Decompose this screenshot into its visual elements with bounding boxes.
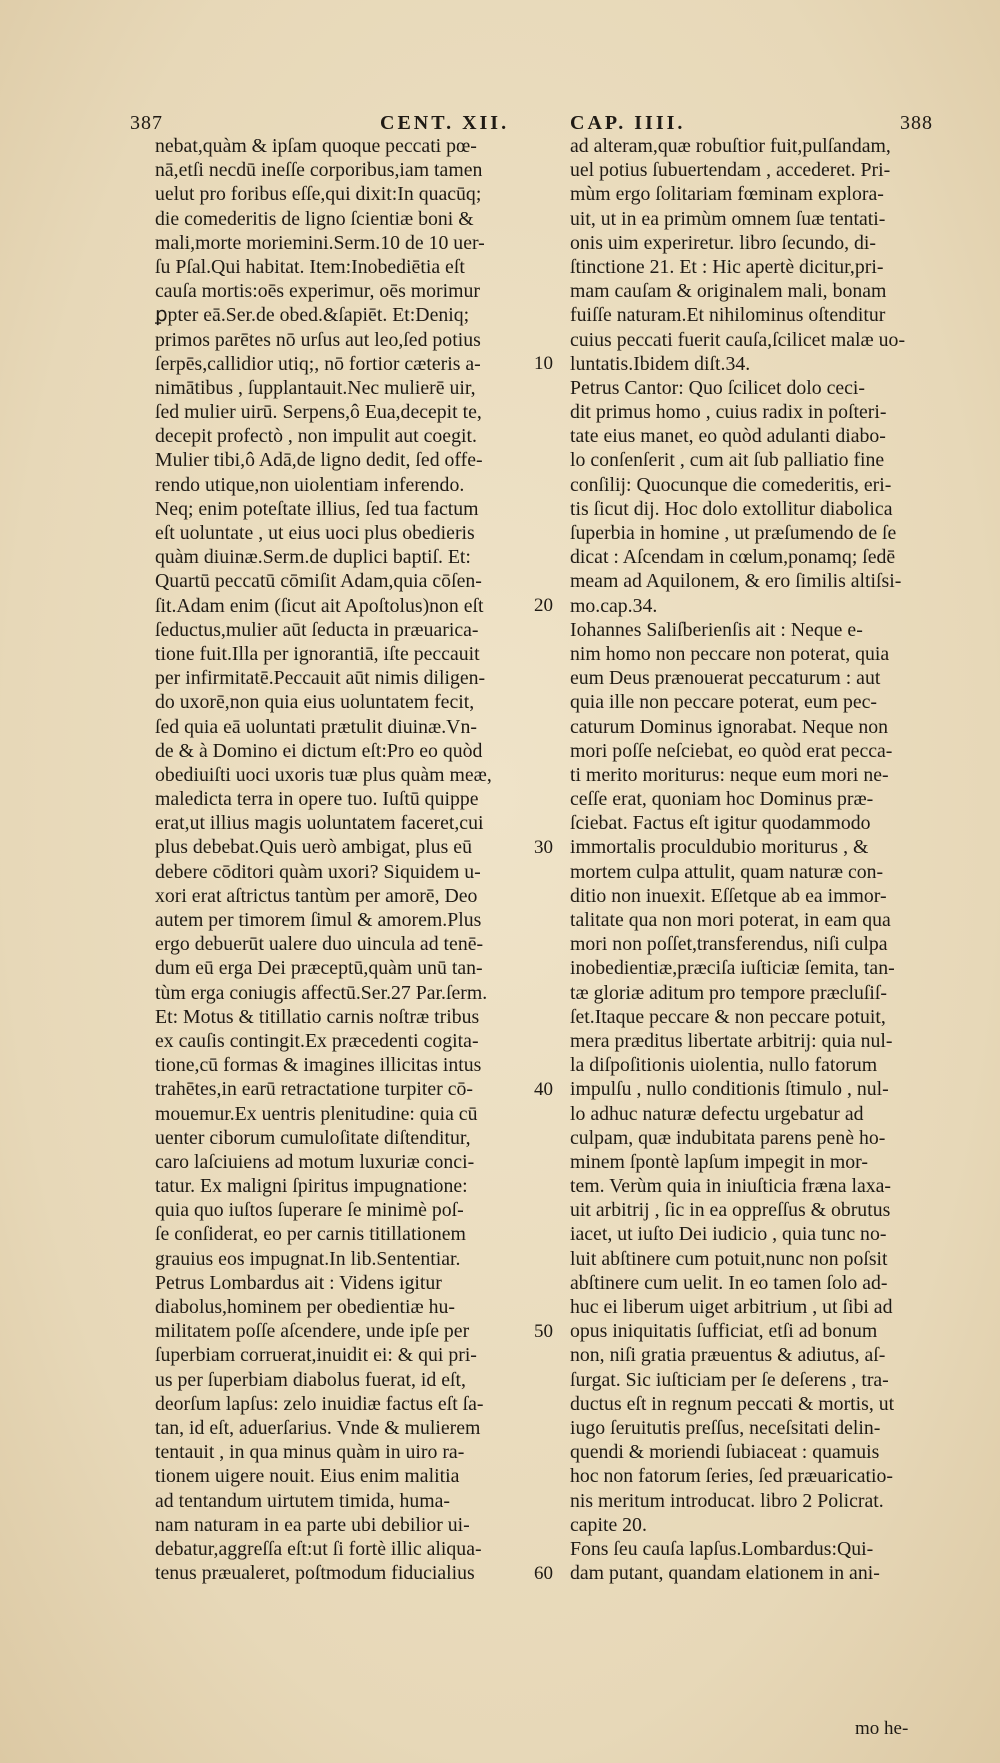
text-line: quia ille non peccare poterat, eum pec- — [570, 691, 878, 714]
text-line: mera præditus libertate arbitrij: quia nul- — [570, 1029, 893, 1052]
text-line: tate eius manet, eo quòd adulanti diabo- — [570, 425, 886, 448]
text-line: nam naturam in ea parte ubi debilior ui- — [155, 1513, 470, 1536]
text-line: ꝑpter eā.Ser.de obed.&ſapiēt. Et:Deniq; — [155, 304, 470, 327]
text-line: opus iniquitatis ſufficiat, etſi ad bonum — [570, 1320, 878, 1343]
left-page-number: 387 — [130, 112, 163, 134]
text-line: de & à Domino ei dictum eſt:Pro eo quòd — [155, 739, 483, 762]
text-line: quia quo iuſtos ſuperare ſe minimè poſ- — [155, 1199, 464, 1222]
margin-line-number: 50 — [534, 1320, 553, 1342]
text-line: ſurgat. Sic iuſticiam per ſe deſerens , tra- — [570, 1368, 889, 1391]
text-line: debere cōditori quàm uxori? Siquidem u- — [155, 860, 481, 883]
running-head-chapter: CAP. IIII. — [570, 112, 686, 134]
text-line: nebat,quàm & ipſam quoque peccati pœ- — [155, 135, 477, 157]
text-line: ad alteram,quæ robuſtior fuit,pulſandam, — [570, 135, 891, 157]
text-line: mo.cap.34. — [570, 594, 658, 617]
text-line: decepit profectò , non impulit aut coegit. — [155, 425, 477, 448]
text-line: luntatis.Ibidem diſt.34. — [570, 352, 751, 375]
text-line: obediuiſti uoci uxoris tuæ plus quàm meæ, — [155, 763, 492, 786]
text-line: hoc non fatorum ſeries, ſed præuaricatio- — [570, 1465, 893, 1488]
text-line: diabolus,hominem per obedientiæ hu- — [155, 1296, 455, 1318]
text-line: per infirmitatē.Peccauit aūt nimis diligen- — [155, 667, 486, 690]
text-line: quàm diuinæ.Serm.de duplici baptiſ. Et: — [155, 546, 471, 569]
text-line: tan, id eſt, aduerſarius. Vnde & mulierem — [155, 1416, 481, 1439]
right-page-number: 388 — [900, 112, 933, 134]
text-line: uit arbitrij , ſic in ea oppreſſus & obrutus — [570, 1199, 891, 1222]
text-line: tem. Verùm quia in iniuſticia fræna laxa- — [570, 1175, 891, 1198]
text-line: die comederitis de ligno ſcientiæ boni & — [155, 207, 474, 230]
text-line: nimātibus , ſupplantauit.Nec mulierē uir, — [155, 376, 476, 399]
text-line: trahētes,in earū retractatione turpiter cō- — [155, 1078, 473, 1101]
text-line: eſt uoluntate , ut eius uoci plus obedieris — [155, 522, 475, 544]
text-line: eum Deus prænouerat peccaturum : aut — [570, 667, 881, 690]
text-line: culpam, quæ indubitata parens penè ho- — [570, 1126, 886, 1149]
text-line: ſed quia eā uoluntati prætulit diuinæ.Vn- — [155, 715, 477, 738]
text-line: debatur,aggreſſa eſt:ut ſi fortè illic aliqua- — [155, 1537, 482, 1560]
text-line: mùm ergo ſolitariam fœminam explora- — [570, 183, 884, 206]
margin-line-number: 60 — [534, 1562, 553, 1584]
text-line: ductus eſt in regnum peccati & mortis, ut — [570, 1392, 895, 1415]
margin-line-number: 20 — [534, 594, 553, 616]
text-line: lo adhuc naturæ defectu urgebatur ad — [570, 1102, 864, 1125]
text-line: Mulier tibi,ô Adā,de ligno dedit, ſed offe- — [155, 449, 483, 472]
text-line: lo conſenſerit , cum ait ſub palliatio fine — [570, 449, 885, 472]
text-line: Petrus Lombardus ait : Videns igitur — [155, 1271, 442, 1294]
text-line: iugo ſeruitutis preſſus, neceſsitati delin- — [570, 1416, 881, 1439]
text-line: ceſſe erat, quoniam hoc Dominus præ- — [570, 788, 874, 811]
text-line: ſciebat. Factus eſt igitur quodammodo — [570, 812, 871, 835]
text-line: ſtinctione 21. Et : Hic apertè dicitur,pri- — [570, 255, 884, 278]
text-line: mali,morte moriemini.Serm.10 de 10 uer- — [155, 231, 485, 254]
margin-line-number: 30 — [534, 836, 553, 858]
text-line: cuius peccati fuerit cauſa,ſcilicet malæ uo- — [570, 328, 906, 351]
text-line: Neq; enim poteſtate illius, ſed tua factum — [155, 497, 479, 520]
text-line: Petrus Cantor: Quo ſcilicet dolo ceci- — [570, 376, 865, 399]
text-line: us per ſuperbiam diabolus fuerat, id eſt, — [155, 1368, 466, 1391]
margin-line-number: 10 — [534, 352, 553, 374]
text-line: tæ gloriæ aditum pro tempore præcluſiſ- — [570, 981, 888, 1004]
text-line: Fons ſeu cauſa lapſus.Lombardus:Qui- — [570, 1537, 874, 1560]
text-line: mam cauſam & originalem mali, bonam — [570, 280, 887, 303]
text-line: ſe conſiderat, eo per carnis titillationem — [155, 1223, 466, 1246]
text-line: ſu Pſal.Qui habitat. Item:Inobediētia eſt — [155, 255, 465, 278]
text-line: fuiſſe naturam.Et nihilominus oſtenditur — [570, 304, 886, 327]
text-line: cauſa mortis:oēs experimur, oēs morimur — [155, 280, 480, 303]
text-line: talitate qua non mori poterat, in eam qua — [570, 909, 891, 931]
text-line: tionem uigere nouit. Eius enim malitia — [155, 1465, 460, 1488]
text-line: uelut pro foribus eſſe,qui dixit:In quacūq; — [155, 183, 482, 206]
text-line: iacet, ut iuſto Dei iudicio , quia tunc no- — [570, 1223, 887, 1246]
text-line: caturum Dominus ignorabat. Neque non — [570, 715, 889, 738]
text-line: quendi & moriendi ſubiaceat : quamuis — [570, 1441, 880, 1464]
text-line: meam ad Aquilonem, & ero ſimilis altiſsi- — [570, 570, 902, 593]
text-line: conſilij: Quocunque die comederitis, eri- — [570, 473, 892, 496]
text-line: Iohannes Saliſberienſis ait : Neque e- — [570, 618, 863, 641]
text-line: tis ſicut dij. Hoc dolo extollitur diabolica — [570, 497, 893, 520]
text-line: deorſum lapſus: zelo inuidiæ factus eſt ſa- — [155, 1392, 484, 1415]
text-line: uit, ut in ea primùm omnem ſuæ tentati- — [570, 207, 886, 230]
text-line: dam putant, quandam elationem in ani- — [570, 1562, 880, 1585]
text-line: rendo utique,non uiolentiam inferendo. — [155, 473, 465, 496]
text-line: plus debebat.Quis uerò ambigat, plus eū — [155, 836, 472, 859]
text-line: la diſpoſitionis uiolentia, nullo fatorum — [570, 1054, 878, 1077]
text-line: autem per timorem ſimul & amorem.Plus — [155, 909, 482, 931]
text-line: nim homo non peccare non poterat, quia — [570, 642, 890, 665]
text-line: grauius eos impugnat.In lib.Sententiar. — [155, 1247, 461, 1270]
text-line: mouemur.Ex uentris plenitudine: quia cū — [155, 1102, 478, 1125]
text-line: mori poſſe neſciebat, eo quòd erat pecca- — [570, 739, 893, 762]
text-line: nis meritum introducat. libro 2 Policrat. — [570, 1489, 884, 1512]
text-line: ditio non inuexit. Eſſetque ab ea immor- — [570, 884, 887, 907]
text-line: ſuperbia in homine , ut præſumendo de ſe — [570, 522, 897, 544]
text-line: do uxorē,non quia eius uoluntatem fecit, — [155, 691, 475, 714]
text-line: ſuperbiam corruerat,inuidit ei: & qui pri- — [155, 1344, 477, 1367]
text-line: ad tentandum uirtutem timida, huma- — [155, 1489, 450, 1512]
text-line: tentauit , in qua minus quàm in uiro ra- — [155, 1441, 465, 1464]
text-line: ſerpēs,callidior utiq;, nō fortior cæteris a- — [155, 352, 481, 375]
text-line: huc ei liberum uiget arbitrium , ut ſibi ad — [570, 1296, 893, 1318]
text-line: militatem poſſe aſcendere, unde ipſe per — [155, 1320, 470, 1343]
text-line: tenus præualeret, poſtmodum fiducialius — [155, 1562, 475, 1585]
text-line: mortem culpa attulit, quam naturæ con- — [570, 860, 884, 883]
text-line: tatur. Ex maligni ſpiritus impugnatione: — [155, 1175, 468, 1198]
text-line: Quartū peccatū cōmiſit Adam,quia cōſen- — [155, 570, 482, 593]
text-line: ti merito moriturus: neque eum mori ne- — [570, 763, 889, 786]
text-line: impulſu , nullo conditionis ſtimulo , nul- — [570, 1078, 889, 1101]
text-line: dit primus homo , cuius radix in poſteri- — [570, 401, 887, 424]
text-line: minem ſpontè lapſum impegit in mor- — [570, 1150, 868, 1173]
text-line: tione,cū formas & imagines illicitas intus — [155, 1054, 482, 1077]
text-line: onis uim experiretur. libro ſecundo, di- — [570, 231, 876, 254]
text-line: dicat : Aſcendam in cœlum,ponamq; ſedē — [570, 546, 896, 569]
text-line: primos parētes nō urſus aut leo,ſed potius — [155, 328, 481, 351]
text-line: uel potius ſubuertendam , accederet. Pri- — [570, 159, 891, 182]
margin-line-number: 40 — [534, 1078, 553, 1100]
text-line: ſed mulier uirū. Serpens,ô Eua,decepit te, — [155, 401, 482, 424]
text-line: ex cauſis contingit.Ex præcedenti cogita- — [155, 1029, 479, 1052]
text-line: nā,etſi necdū ineſſe corporibus,iam tamen — [155, 159, 483, 182]
text-line: uenter ciborum cumuloſitate diſtenditur, — [155, 1126, 471, 1149]
text-line: xori erat aſtrictus tantùm per amorē, Deo — [155, 884, 478, 907]
text-line: mori non poſſet,transferendus, niſi culpa — [570, 933, 888, 956]
text-line: erat,ut illius magis uoluntatem faceret,cui — [155, 812, 484, 835]
text-line: tùm erga coniugis affectū.Ser.27 Par.ſerm. — [155, 981, 488, 1004]
text-line: ergo debuerūt ualere duo uincula ad tenē- — [155, 933, 484, 956]
text-line: ſit.Adam enim (ſicut ait Apoſtolus)non eſt — [155, 594, 484, 617]
text-line: abſtinere cum uelit. In eo tamen ſolo ad- — [570, 1271, 888, 1294]
text-line: maledicta terra in opere tuo. Iuſtū quippe — [155, 788, 479, 811]
text-line: capite 20. — [570, 1513, 647, 1536]
text-line: luit abſtinere cum potuit,nunc non poſsit — [570, 1247, 888, 1270]
text-line: Et: Motus & titillatio carnis noſtræ tribus — [155, 1005, 480, 1028]
text-line: immortalis proculdubio moriturus , & — [570, 836, 869, 859]
text-line: caro laſciuiens ad motum luxuriæ conci- — [155, 1150, 475, 1173]
text-line: non, niſi gratia præuentus & adiutus, aſ- — [570, 1344, 886, 1367]
catchword: mo he- — [855, 1718, 909, 1739]
text-line: tione fuit.Illa per ignorantiā, iſte peccauit — [155, 642, 480, 665]
text-line: dum eū erga Dei præceptū,quàm unū tan- — [155, 957, 483, 980]
text-line: ſeductus,mulier aūt ſeducta in præuarica- — [155, 618, 479, 641]
text-line: ſet.Itaque peccare & non peccare potuit, — [570, 1005, 886, 1028]
running-head-century: CENT. XII. — [380, 112, 510, 134]
right-text-column — [570, 134, 990, 1585]
left-text-column — [155, 134, 565, 1585]
text-line: inobedientiæ,præciſa iuſticiæ ſemita, tan- — [570, 957, 895, 980]
